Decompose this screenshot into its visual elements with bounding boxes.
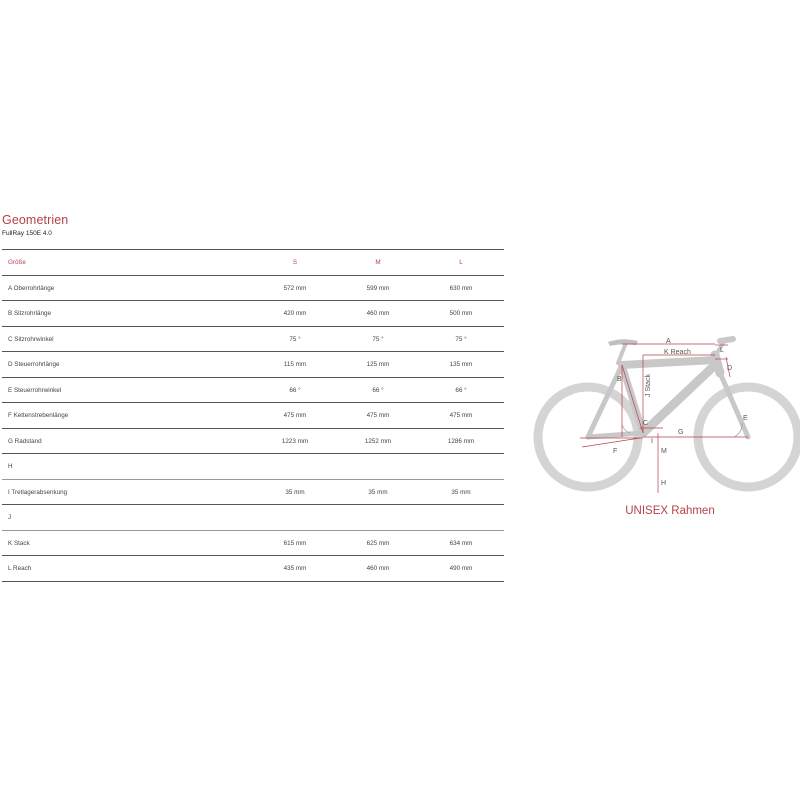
table-row [2,327,504,353]
value-s: 75 ° [289,335,301,343]
row-label: J [8,514,12,521]
geometry-table [2,249,504,582]
value-l: 475 mm [449,412,473,419]
value-l: 630 mm [449,284,473,292]
label-k-reach: K Reach [664,349,691,356]
value-l: 500 mm [449,310,473,317]
label-j-stack: J Stack [645,374,652,397]
table-row [2,352,504,378]
diagram-caption: UNISEX Rahmen [625,505,715,517]
value-s: 115 mm [283,361,307,368]
value-l: 490 mm [449,565,473,572]
value-m: 625 mm [366,539,390,547]
table-row [2,276,504,302]
value-m: 460 mm [366,565,390,572]
value-l: 634 mm [449,539,473,547]
header-size-m: M [375,259,381,266]
row-label: H [8,463,13,470]
saddle [608,339,638,346]
value-s: 35 mm [285,488,305,496]
label-i: I [651,438,653,445]
table-row [2,378,504,404]
header-size-s: S [292,259,298,266]
value-s: 420 mm [283,310,307,317]
value-l: 1286 mm [447,437,475,445]
value-s: 475 mm [283,412,307,419]
row-label: C Sitzrohrwinkel [8,335,54,343]
row-label: B Sitzrohrlänge [8,310,52,317]
table-header-row [2,250,504,276]
value-m: 475 mm [366,412,390,419]
value-m: 125 mm [366,361,390,368]
page-title: Geometrien [2,213,69,227]
row-label: I Tretlagerabsenkung [8,488,68,496]
row-label: F Kettenstrebenlänge [8,412,69,419]
label-d: D [727,365,733,372]
label-c: C [643,420,649,427]
header-size-label: Größe [8,259,26,266]
value-s: 572 mm [283,284,307,292]
value-m: 1252 mm [364,437,392,445]
label-a: A [666,338,671,345]
table-row [2,505,504,531]
value-l: 35 mm [451,488,471,496]
table-row [2,429,504,455]
label-h: H [661,480,667,487]
value-m: 35 mm [368,488,388,496]
table-row [2,556,504,582]
value-l: 66 ° [455,386,467,394]
value-m: 66 ° [372,386,384,394]
value-l: 75 ° [455,335,467,343]
dimension-line-f-2 [582,438,640,447]
table-row [2,454,504,480]
label-m: M [661,448,667,455]
model-subtitle: FullRay 150E 4.0 [2,230,52,237]
table-row [2,301,504,327]
value-s: 435 mm [283,565,307,572]
row-label: A Oberrohrlänge [8,284,55,292]
row-label: E Steuerrohrwinkel [8,386,62,394]
value-s: 66 ° [289,386,301,394]
value-s: 615 mm [283,539,307,547]
label-l: L [720,347,724,354]
row-label: K Stack [8,539,30,547]
header-size-l: L [459,259,463,266]
table-row [2,480,504,506]
bike-geometry-diagram [530,325,800,500]
value-m: 75 ° [372,335,384,343]
value-m: 599 mm [366,284,390,292]
label-e: E [743,415,748,422]
row-label: G Radstand [8,437,42,445]
value-m: 460 mm [366,310,390,317]
label-b: B [617,376,622,383]
label-f: F [613,448,618,455]
table-row [2,531,504,557]
label-g: G [678,429,684,436]
table-row [2,403,504,429]
row-label: D Steuerrohrlänge [8,361,60,368]
value-l: 135 mm [449,361,473,368]
value-s: 1223 mm [281,437,309,445]
row-label: L Reach [8,565,32,572]
